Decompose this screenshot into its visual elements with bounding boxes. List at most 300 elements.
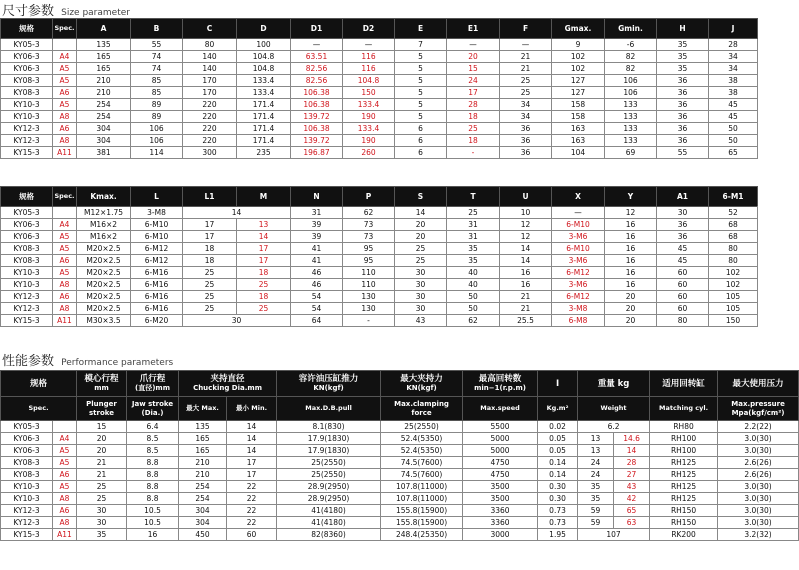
table-cell: 13 <box>578 445 614 457</box>
table-cell: 165 <box>179 445 227 457</box>
table-cell: 6-M20 <box>131 315 183 327</box>
table-cell: 25 <box>183 291 237 303</box>
table-cell: 8.5 <box>127 433 179 445</box>
table-cell: 190 <box>343 111 395 123</box>
table-cell: 140 <box>183 63 237 75</box>
table-cell: RH125 <box>650 481 718 493</box>
table-cell: 21 <box>500 303 552 315</box>
table-row <box>1 39 758 51</box>
table-row <box>1 529 799 541</box>
table-cell: RH80 <box>650 421 718 433</box>
table-cell: 45 <box>657 243 709 255</box>
table-cell: 16 <box>605 267 657 279</box>
size-table-1-body <box>1 39 758 159</box>
table-row <box>1 469 799 481</box>
table-cell: 35 <box>447 255 500 267</box>
table-cell: 0.05 <box>538 433 578 445</box>
table-cell: 0.14 <box>538 469 578 481</box>
table-cell: 5000 <box>463 433 538 445</box>
th-speed-en: Max.speed <box>463 397 538 421</box>
size-table-2-col-header: Y <box>605 187 657 207</box>
table-row <box>1 135 758 147</box>
table-cell: 17 <box>447 87 500 99</box>
table-cell: 25 <box>77 493 127 505</box>
table-cell: 80 <box>183 39 237 51</box>
table-cell: 54 <box>291 303 343 315</box>
table-cell: 140 <box>183 51 237 63</box>
table-cell: 28.9(2950) <box>277 493 381 505</box>
table-cell: 106.38 <box>291 87 343 99</box>
th-spec-en: Spec. <box>1 397 77 421</box>
size-table-1-col-header: Gmax. <box>552 19 605 39</box>
table-cell: 89 <box>131 99 183 111</box>
table-cell: 60 <box>657 267 709 279</box>
table-cell: 38 <box>709 87 758 99</box>
table-cell: KY10-3 <box>1 267 53 279</box>
table-cell: 35 <box>578 481 614 493</box>
th-plunger-en: Plunger stroke <box>77 397 127 421</box>
table-cell: 25 <box>183 267 237 279</box>
table-cell: A8 <box>53 493 77 505</box>
table-cell: 12 <box>500 219 552 231</box>
table-cell: 9 <box>552 39 605 51</box>
table-cell: 6-M16 <box>131 267 183 279</box>
table-cell: KY12-3 <box>1 291 53 303</box>
table-cell: 24 <box>578 469 614 481</box>
table-cell: KY08-3 <box>1 255 53 267</box>
table-cell: KY06-3 <box>1 445 53 457</box>
table-cell: 22 <box>227 481 277 493</box>
th-min-en: 最小 Min. <box>227 397 277 421</box>
table-cell: 165 <box>77 63 131 75</box>
table-cell: 171.4 <box>237 123 291 135</box>
table-cell: — <box>291 39 343 51</box>
table-row <box>1 517 799 529</box>
table-cell: 6-M12 <box>552 291 605 303</box>
table-cell: 133.4 <box>237 75 291 87</box>
th-weight-en: Weight <box>578 397 650 421</box>
table-cell: 28 <box>614 457 650 469</box>
table-cell: 104.8 <box>237 51 291 63</box>
performance-parameter-title <box>2 350 173 369</box>
table-cell: 210 <box>77 75 131 87</box>
table-cell: A5 <box>53 457 77 469</box>
table-cell: 135 <box>77 39 131 51</box>
table-cell: 3-M8 <box>131 207 183 219</box>
table-cell: 116 <box>343 63 395 75</box>
table-cell: 3.0(30) <box>718 517 799 529</box>
table-cell: A11 <box>53 315 77 327</box>
table-cell: 16 <box>500 267 552 279</box>
table-cell: 6-M16 <box>131 291 183 303</box>
table-cell: 25 <box>395 243 447 255</box>
table-row <box>1 219 758 231</box>
table-cell: 25 <box>183 303 237 315</box>
table-cell: 210 <box>179 457 227 469</box>
table-cell: 104.8 <box>237 63 291 75</box>
table-cell: 102 <box>552 51 605 63</box>
table-cell: 20 <box>395 231 447 243</box>
size-table-2-col-header: Kmax. <box>77 187 131 207</box>
table-cell: 304 <box>77 123 131 135</box>
table-cell: 139.72 <box>291 111 343 123</box>
table-cell: M30×3.5 <box>77 315 131 327</box>
table-cell: M20×2.5 <box>77 267 131 279</box>
table-cell: A8 <box>53 135 77 147</box>
table-row <box>1 111 758 123</box>
table-cell: 24 <box>578 457 614 469</box>
table-cell: 21 <box>77 469 127 481</box>
table-cell: 4750 <box>463 469 538 481</box>
table-cell: 3.2(32) <box>718 529 799 541</box>
table-cell: 35 <box>77 529 127 541</box>
table-cell: 16 <box>605 255 657 267</box>
table-cell: 25 <box>237 279 291 291</box>
table-cell: 73 <box>343 219 395 231</box>
table-cell: 106 <box>131 135 183 147</box>
table-row <box>1 87 758 99</box>
table-cell: 0.30 <box>538 481 578 493</box>
table-cell: 196.87 <box>291 147 343 159</box>
table-cell: A11 <box>53 147 77 159</box>
table-cell: 106 <box>131 123 183 135</box>
size-table-2-col-header: X <box>552 187 605 207</box>
table-cell: 21 <box>500 63 552 75</box>
table-cell: 43 <box>395 315 447 327</box>
table-cell: KY10-3 <box>1 111 53 123</box>
table-cell: 64 <box>291 315 343 327</box>
size-table-2-col-header: N <box>291 187 343 207</box>
table-cell: KY06-3 <box>1 63 53 75</box>
size-table-1-col-header: A <box>77 19 131 39</box>
table-row <box>1 75 758 87</box>
table-cell: 41(4180) <box>277 505 381 517</box>
table-cell: RH150 <box>650 517 718 529</box>
table-cell: 43 <box>614 481 650 493</box>
table-cell: 18 <box>237 291 291 303</box>
table-cell: 2.2(22) <box>718 421 799 433</box>
table-cell: 17 <box>183 231 237 243</box>
table-cell: 3-M6 <box>552 255 605 267</box>
table-cell: 25.5 <box>500 315 552 327</box>
table-cell: 30 <box>657 207 709 219</box>
table-cell: 30 <box>77 505 127 517</box>
table-cell: 34 <box>500 99 552 111</box>
table-cell: 25(2550) <box>277 469 381 481</box>
table-cell: 150 <box>343 87 395 99</box>
table-cell: 5 <box>395 75 447 87</box>
table-cell: 36 <box>500 147 552 159</box>
table-cell: KY12-3 <box>1 135 53 147</box>
table-cell: 68 <box>709 219 758 231</box>
table-cell: 52 <box>709 207 758 219</box>
table-cell: 74 <box>131 63 183 75</box>
table-cell: 8.8 <box>127 493 179 505</box>
table-cell: 35 <box>657 51 709 63</box>
table-cell: 8.8 <box>127 481 179 493</box>
table-cell: KY08-3 <box>1 457 53 469</box>
table-cell: 74.5(7600) <box>381 469 463 481</box>
table-cell: 31 <box>447 231 500 243</box>
table-cell: 25 <box>237 303 291 315</box>
table-cell: 52.4(5350) <box>381 445 463 457</box>
table-cell: 6-M16 <box>131 279 183 291</box>
table-cell: 165 <box>77 51 131 63</box>
table-cell: 300 <box>183 147 237 159</box>
table-cell: 13 <box>578 433 614 445</box>
table-cell: 100 <box>237 39 291 51</box>
table-cell: 1.95 <box>538 529 578 541</box>
table-cell: 127 <box>552 87 605 99</box>
table-cell: 30 <box>395 303 447 315</box>
table-cell: — <box>447 39 500 51</box>
table-cell: 20 <box>77 445 127 457</box>
table-cell: KY06-3 <box>1 51 53 63</box>
table-cell: 8.8 <box>127 457 179 469</box>
table-row <box>1 243 758 255</box>
table-cell: 36 <box>657 135 709 147</box>
table-cell: 10.5 <box>127 517 179 529</box>
size-table-1-col-header: D1 <box>291 19 343 39</box>
table-cell: 3.0(30) <box>718 505 799 517</box>
table-cell: A4 <box>53 219 77 231</box>
table-cell: 8.8 <box>127 469 179 481</box>
size-title-cn: 尺寸参数 <box>2 4 55 19</box>
table-cell: KY10-3 <box>1 493 53 505</box>
th-jaw-en: Jaw stroke (Dia.) <box>127 397 179 421</box>
table-cell: 45 <box>709 111 758 123</box>
table-cell: 135 <box>179 421 227 433</box>
table-cell: 16 <box>127 529 179 541</box>
table-cell: 0.05 <box>538 445 578 457</box>
table-cell: KY08-3 <box>1 87 53 99</box>
size-table-1-col-header: 规格 <box>1 19 53 39</box>
table-cell: 21 <box>500 291 552 303</box>
table-cell: 14 <box>500 255 552 267</box>
table-cell: 220 <box>183 123 237 135</box>
table-cell: 28.9(2950) <box>277 481 381 493</box>
table-cell: 6 <box>395 135 447 147</box>
table-cell: 171.4 <box>237 111 291 123</box>
table-cell: 69 <box>605 147 657 159</box>
table-cell: 36 <box>657 75 709 87</box>
table-cell: 0.30 <box>538 493 578 505</box>
table-row <box>1 315 758 327</box>
table-cell: M20×2.5 <box>77 303 131 315</box>
table-row <box>1 123 758 135</box>
table-cell: 36 <box>500 135 552 147</box>
table-cell: 14 <box>395 207 447 219</box>
table-cell: 0.02 <box>538 421 578 433</box>
size-table-2-col-header: T <box>447 187 500 207</box>
table-cell: KY10-3 <box>1 481 53 493</box>
table-row <box>1 231 758 243</box>
table-cell: 18 <box>237 267 291 279</box>
table-cell: 17 <box>183 219 237 231</box>
table-cell: 20 <box>605 291 657 303</box>
table-cell: 36 <box>657 111 709 123</box>
table-cell: 95 <box>343 255 395 267</box>
table-cell: 46 <box>291 279 343 291</box>
size-table-1-col-header: E1 <box>447 19 500 39</box>
table-cell: 220 <box>183 135 237 147</box>
table-cell: KY12-3 <box>1 303 53 315</box>
table-cell: 52.4(5350) <box>381 433 463 445</box>
table-cell: 50 <box>447 303 500 315</box>
table-cell: M16×2 <box>77 219 131 231</box>
table-cell: A5 <box>53 481 77 493</box>
table-cell: 17 <box>237 243 291 255</box>
table-cell: 3-M6 <box>552 279 605 291</box>
table-cell: A4 <box>53 433 77 445</box>
table-row <box>1 481 799 493</box>
table-cell: 30 <box>77 517 127 529</box>
table-cell: 25 <box>447 207 500 219</box>
table-cell: 82 <box>605 63 657 75</box>
table-cell: 6-M12 <box>552 267 605 279</box>
table-cell: 116 <box>343 51 395 63</box>
table-cell: 80 <box>709 243 758 255</box>
table-cell: 133.4 <box>343 99 395 111</box>
table-row <box>1 303 758 315</box>
performance-table <box>0 370 799 541</box>
table-cell: 25(2550) <box>381 421 463 433</box>
table-cell: 155.8(15900) <box>381 505 463 517</box>
table-cell: 36 <box>657 87 709 99</box>
table-cell: — <box>500 39 552 51</box>
performance-header-en <box>1 397 799 421</box>
table-cell: 36 <box>500 123 552 135</box>
size-table-2-col-header: 6-M1 <box>709 187 758 207</box>
table-cell: 254 <box>77 99 131 111</box>
table-cell: 40 <box>447 279 500 291</box>
th-inertia-en: Kg.m² <box>538 397 578 421</box>
table-cell: A5 <box>53 267 77 279</box>
table-cell: 3.0(30) <box>718 433 799 445</box>
table-cell: — <box>552 207 605 219</box>
table-cell: 39 <box>291 219 343 231</box>
table-cell: KY12-3 <box>1 123 53 135</box>
table-cell: - <box>447 147 500 159</box>
table-cell: 13 <box>237 219 291 231</box>
table-cell: 24 <box>447 75 500 87</box>
table-cell: 41 <box>291 243 343 255</box>
table-cell: 5 <box>395 111 447 123</box>
table-cell: 60 <box>657 291 709 303</box>
table-cell: 450 <box>179 529 227 541</box>
table-cell: 133 <box>605 135 657 147</box>
table-cell: 3-M8 <box>552 303 605 315</box>
table-cell: 25 <box>500 75 552 87</box>
table-cell: 16 <box>605 219 657 231</box>
table-cell: 260 <box>343 147 395 159</box>
table-cell: 22 <box>227 505 277 517</box>
th-chucking-cn: 夹持直径 Chucking Dia.mm <box>179 371 277 397</box>
table-cell: 6-M8 <box>552 315 605 327</box>
table-cell: A5 <box>53 243 77 255</box>
table-cell: A6 <box>53 87 77 99</box>
table-cell: 80 <box>709 255 758 267</box>
table-cell: RH125 <box>650 469 718 481</box>
table-cell: 105 <box>709 291 758 303</box>
table-cell: 3.0(30) <box>718 445 799 457</box>
table-cell: 46 <box>291 267 343 279</box>
table-cell <box>53 421 77 433</box>
table-cell: 14 <box>227 445 277 457</box>
table-cell: KY05-3 <box>1 207 53 219</box>
table-cell: 74 <box>131 51 183 63</box>
table-cell: A11 <box>53 529 77 541</box>
table-cell: 36 <box>657 219 709 231</box>
table-cell: RK200 <box>650 529 718 541</box>
table-cell: M20×2.5 <box>77 279 131 291</box>
table-cell: 163 <box>552 135 605 147</box>
th-pressure-en: Max.pressure Mpa(kgf/cm²) <box>718 397 799 421</box>
table-cell: 60 <box>657 279 709 291</box>
table-cell: 50 <box>709 135 758 147</box>
table-row <box>1 445 799 457</box>
table-cell: 102 <box>709 267 758 279</box>
size-table-2-col-header: L1 <box>183 187 237 207</box>
table-cell: 17 <box>237 255 291 267</box>
table-cell: 36 <box>657 123 709 135</box>
table-cell: 10.5 <box>127 505 179 517</box>
table-cell <box>53 207 77 219</box>
table-cell: RH100 <box>650 445 718 457</box>
table-cell: 139.72 <box>291 135 343 147</box>
table-cell: 62 <box>343 207 395 219</box>
table-cell: 4750 <box>463 457 538 469</box>
table-cell: 16 <box>500 279 552 291</box>
table-cell: 74.5(7600) <box>381 457 463 469</box>
size-table-2-col-header: P <box>343 187 395 207</box>
table-cell: KY06-3 <box>1 433 53 445</box>
table-cell: 105 <box>709 303 758 315</box>
table-cell: KY12-3 <box>1 517 53 529</box>
table-cell: 6 <box>395 123 447 135</box>
size-table-1-col-header: J <box>709 19 758 39</box>
table-cell: 0.14 <box>538 457 578 469</box>
table-cell: 107.8(11000) <box>381 481 463 493</box>
table-cell: 3.0(30) <box>718 481 799 493</box>
th-clamp-cn: 最大夹持力 KN(kgf) <box>381 371 463 397</box>
performance-table-body <box>1 421 799 541</box>
table-cell: 5 <box>395 99 447 111</box>
table-cell: A8 <box>53 279 77 291</box>
table-cell: 7 <box>395 39 447 51</box>
table-cell <box>53 39 77 51</box>
table-cell: 18 <box>183 243 237 255</box>
table-cell: 14 <box>237 231 291 243</box>
table-cell: 133 <box>605 111 657 123</box>
table-cell: 60 <box>657 303 709 315</box>
table-cell: 30 <box>395 291 447 303</box>
size-table-2 <box>0 186 758 327</box>
table-cell: 30 <box>183 315 291 327</box>
th-cyl-cn: 适用回转缸 <box>650 371 718 397</box>
table-cell: 6-M10 <box>552 243 605 255</box>
table-cell: A6 <box>53 505 77 517</box>
table-cell: A8 <box>53 517 77 529</box>
table-cell: — <box>343 39 395 51</box>
th-pull-en: Max.D.B.pull <box>277 397 381 421</box>
table-cell: 25 <box>183 279 237 291</box>
table-cell: 10 <box>500 207 552 219</box>
table-row <box>1 457 799 469</box>
table-cell: 6-M10 <box>131 231 183 243</box>
table-cell: KY08-3 <box>1 469 53 481</box>
table-cell: 3500 <box>463 493 538 505</box>
